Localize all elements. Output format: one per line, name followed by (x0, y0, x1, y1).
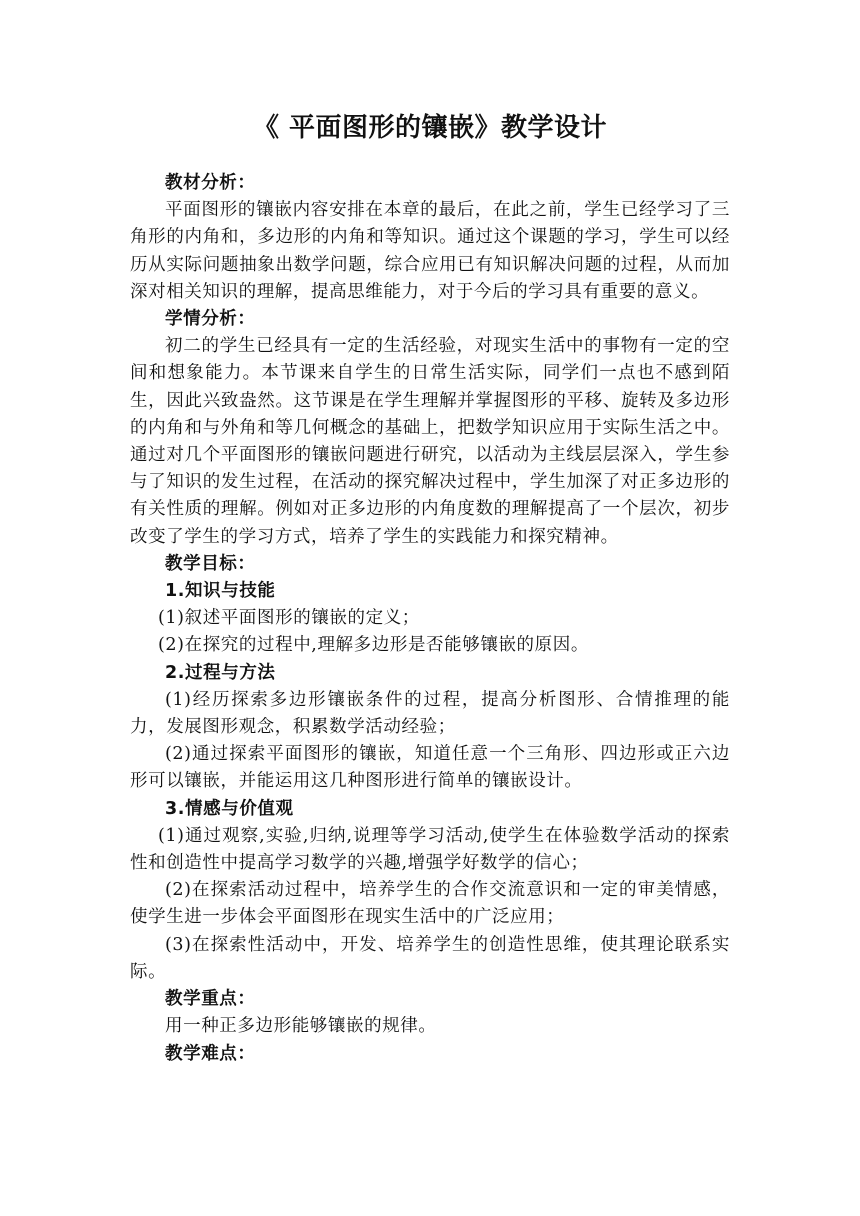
heading-difficulty: 教学难点： (165, 1043, 256, 1064)
heading-teaching-goals: 教学目标： (165, 553, 256, 574)
process-item-1: (1)经历探索多边形镶嵌条件的过程，提高分析图形、合情推理的能力，发展图形观念，积累数学活动经验； (130, 689, 730, 738)
subheading-process-methods: 2.过程与方法 (165, 662, 276, 683)
key-point-text: 用一种正多边形能够镶嵌的规律。 (165, 1016, 437, 1037)
knowledge-item-1: (1)叙述平面图形的镶嵌的定义； (158, 608, 420, 629)
document-body (130, 170, 730, 1068)
emotion-item-2: (2)在探索活动过程中，培养学生的合作交流意识和一定的审美情感，使学生进一步体会平面图形在现实生活中的广泛应用； (130, 880, 730, 928)
heading-key-point: 教学重点： (165, 989, 256, 1010)
subheading-emotion-values: 3.情感与价值观 (165, 798, 294, 819)
process-item-2: (2)通过探索平面图形的镶嵌，知道任意一个三角形、四边形或正六边形可以镶嵌，并能运用这几种图形进行简单的镶嵌设计。 (130, 744, 730, 792)
emotion-item-3: (3)在探索性活动中，开发、培养学生的创造性思维，使其理论联系实际。 (130, 934, 730, 982)
heading-student-analysis: 学情分析： (165, 309, 256, 330)
document-title: 《 平面图形的镶嵌》教学设计 (252, 113, 608, 143)
emotion-item-1: (1)通过观察,实验,归纳,说理等学习活动,使学生在体验数学活动的探索性和创造性中提高学习数学的兴趣,增强学好数学的信心； (130, 825, 730, 874)
heading-material-analysis: 教材分析： (165, 173, 256, 193)
student-analysis-text: 初二的学生已经具有一定的生活经验，对现实生活中的事物有一定的空间和想象能力。本节课来自学生的日常生活实际，同学们一点也不感到陌生，因此兴致盎然。这节课是在学生理解并掌握图形的平移、旋转及多边形的内角和与外角和等几何概念的基础上，把数学知识应用于实际生活之中。通过对几个平面图形的镶嵌问题进行研究，以活动为主线层层深入，学生参与了知识的发生过程，在活动的探究解决过程中，学生加深了对正多边形的有关性质的理解。例如对正多边形的内角度数的理解提高了一个层次，初步改变了学生的学习方式，培养了学生的实践能力和探究精神。 (130, 336, 730, 547)
subheading-knowledge-skills: 1.知识与技能 (165, 581, 276, 602)
material-analysis-text: 平面图形的镶嵌内容安排在本章的最后，在此之前，学生已经学习了三角形的内角和，多边形的内角和等知识。通过这个课题的学习，学生可以经历从实际问题抽象出数学问题，综合应用已有知识解决问题的过程，从而加深对相关知识的理解，提高思维能力，对于今后的学习具有重要的意义。 (130, 200, 730, 302)
knowledge-item-2: (2)在探究的过程中,理解多边形是否能够镶嵌的原因。 (158, 635, 589, 656)
